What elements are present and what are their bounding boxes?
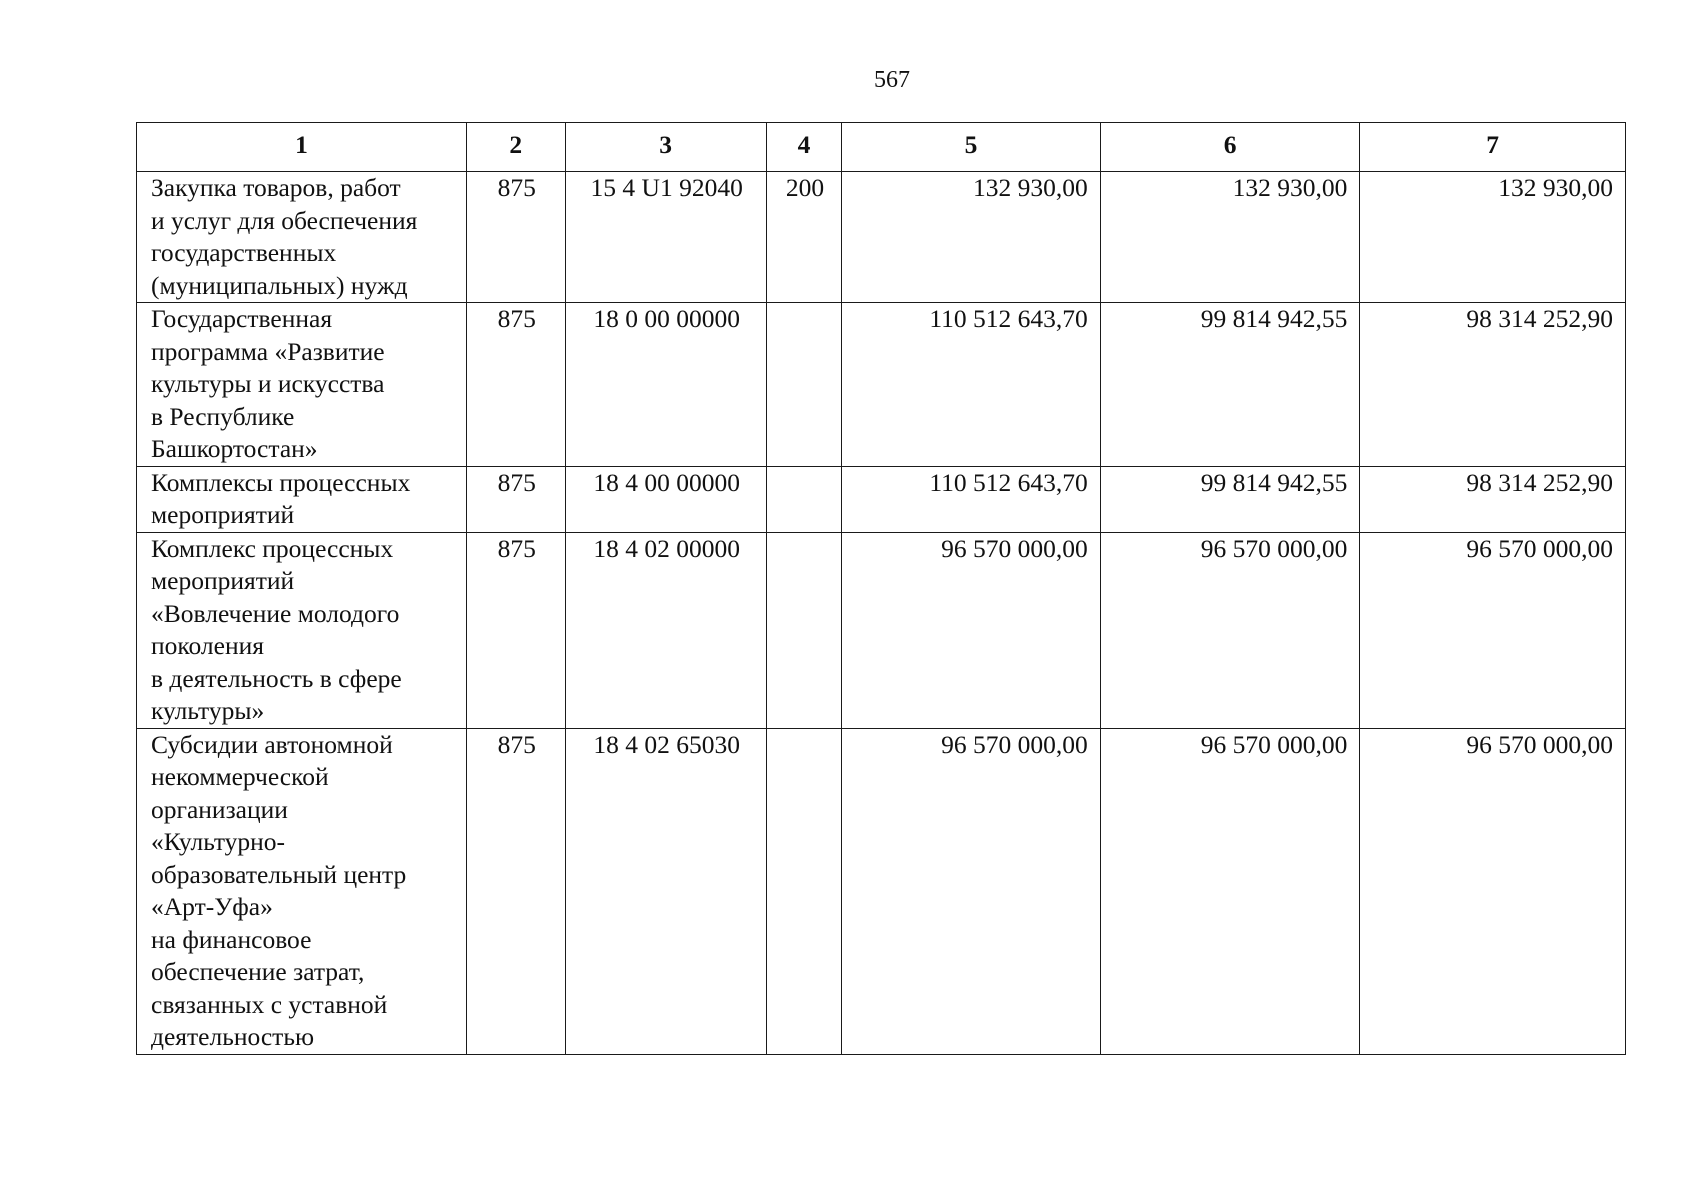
cell-name-line: на финансовое [151,924,312,954]
table-header [137,123,1626,172]
cell-amount-col6: 99 814 942,55 [1100,303,1360,467]
cell-name-line: и услуг для обеспечения [151,205,418,235]
cell-expense-type [766,303,841,467]
table-row [137,303,1626,467]
cell-name-line: обеспечение затрат, [151,957,365,986]
column-header-5: 5 [842,123,1101,172]
column-header-1: 1 [137,123,467,172]
cell-department-code: 875 [466,303,565,467]
table-row [137,172,1626,303]
cell-name-line: «Вовлечение молодого [151,598,400,628]
cell-expense-type [766,728,841,1054]
cell-target-article: 15 4 U1 92040 [565,172,766,303]
cell-name [137,466,467,532]
column-header-3: 3 [565,123,766,172]
cell-name-line: деятельностью [151,1022,315,1051]
cell-amount-col7: 96 570 000,00 [1360,532,1626,728]
cell-name-line: поколения [151,631,264,660]
cell-expense-type [766,466,841,532]
cell-amount-col5: 96 570 000,00 [842,728,1101,1054]
cell-amount-col5: 110 512 643,70 [842,466,1101,532]
cell-target-article: 18 4 02 00000 [565,532,766,728]
cell-name-line: Субсидии автономной [151,729,393,759]
cell-name [137,532,467,728]
cell-name-line: образовательный центр [151,859,407,889]
table-body [137,172,1626,1055]
cell-name [137,303,467,467]
table-row [137,728,1626,1054]
cell-name-line: в Республике [151,401,295,431]
budget-table [136,122,1626,1055]
cell-name-line: программа «Развитие [151,336,385,366]
page-number: 567 [874,67,910,93]
cell-amount-col6: 96 570 000,00 [1100,728,1360,1054]
cell-name-line: (муниципальных) нужд [151,270,408,300]
cell-amount-col7: 98 314 252,90 [1360,466,1626,532]
cell-name-line: мероприятий [151,566,295,595]
cell-target-article: 18 4 00 00000 [565,466,766,532]
cell-name [137,728,467,1054]
cell-department-code: 875 [466,172,565,303]
cell-amount-col5: 132 930,00 [842,172,1101,303]
cell-name-line: мероприятий [151,500,295,529]
header-row [137,123,1626,172]
column-header-4: 4 [766,123,841,172]
cell-amount-col5: 110 512 643,70 [842,303,1101,467]
cell-name-line: государственных [151,238,337,267]
cell-expense-type [766,532,841,728]
cell-amount-col5: 96 570 000,00 [842,532,1101,728]
cell-name-line: некоммерческой [151,762,329,791]
column-header-2: 2 [466,123,565,172]
cell-name-line: в деятельность в сфере [151,663,402,693]
table-row [137,466,1626,532]
cell-name-line: культуры» [151,696,265,725]
cell-amount-col6: 96 570 000,00 [1100,532,1360,728]
cell-target-article: 18 4 02 65030 [565,728,766,1054]
cell-target-article: 18 0 00 00000 [565,303,766,467]
cell-name [137,172,467,303]
cell-name-line: связанных с уставной [151,989,388,1019]
cell-amount-col7: 98 314 252,90 [1360,303,1626,467]
cell-name-line: «Культурно- [151,827,286,856]
cell-name-line: «Арт-Уфа» [151,892,273,921]
cell-name-line: Комплексы процессных [151,467,411,497]
cell-name-line: организации [151,794,288,824]
cell-amount-col6: 132 930,00 [1100,172,1360,303]
cell-department-code: 875 [466,728,565,1054]
cell-department-code: 875 [466,466,565,532]
cell-name-line: Башкортостан» [151,434,318,463]
cell-name-line: культуры и искусства [151,369,385,398]
cell-amount-col7: 132 930,00 [1360,172,1626,303]
cell-amount-col6: 99 814 942,55 [1100,466,1360,532]
column-header-6: 6 [1100,123,1360,172]
table-row [137,532,1626,728]
cell-expense-type: 200 [766,172,841,303]
cell-department-code: 875 [466,532,565,728]
column-header-7: 7 [1360,123,1626,172]
cell-name-line: Комплекс процессных [151,533,394,563]
cell-name-line: Государственная [151,304,333,333]
cell-name-line: Закупка товаров, работ [151,173,401,202]
cell-amount-col7: 96 570 000,00 [1360,728,1626,1054]
